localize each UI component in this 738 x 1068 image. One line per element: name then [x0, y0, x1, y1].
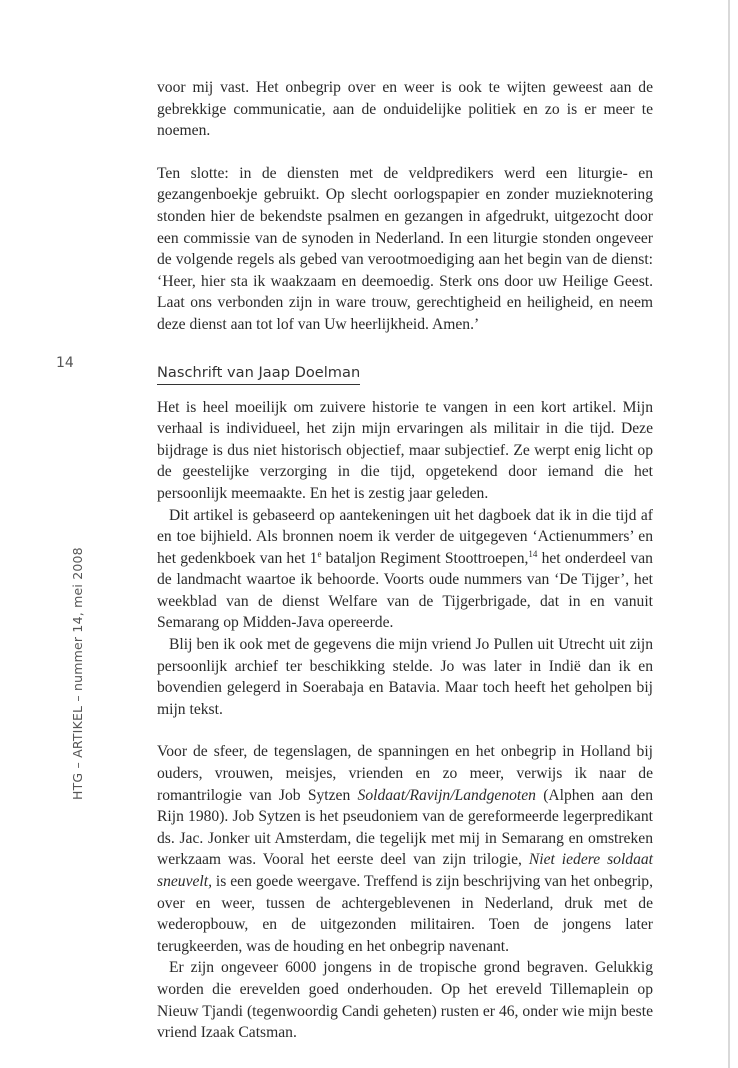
- sources-text-c: het onderdeel van de landmacht waartoe ik behoorde. Voorts oude nummers van ‘De Tijger’, het weekblad van de dienst Welfare van de Tijgerbrigade, dat in en vanuit Semarang op Midden-Java opereerde.: [157, 549, 653, 632]
- footnote-reference: 14: [528, 548, 538, 559]
- section-heading: [157, 364, 653, 385]
- paragraph-liturgy: Ten slotte: in de diensten met de veldpredikers werd een liturgie- en gezangenboekje gebruikt. Op slecht oorlogspapier en zonder muzieknotering stonden hier de bekendste psalmen en gezangen in afgedrukt, uitgezocht door een commissie van de synoden in Nederland. In een liturgie stonden ongeveer de volgende regels als gebed van verootmoediging aan het begin van de dienst: ‘Heer, hier sta ik waakzaam en deemoedig. Sterk ons door uw Heilige Geest. Laat ons verbonden zijn in ware trouw, gerechtigheid en heiligheid, en neem deze dienst aan tot lof van Uw heerlijkheid. Amen.’: [157, 164, 653, 333]
- paragraph-acknowledgement: Blij ben ik ook met de gegevens die mijn vriend Jo Pullen uit Utrecht uit zijn persoonlijk archief ter beschikking stelde. Jo was later in Indië dan ik en bovendien gelegerd in Soerabaja en Batavia. Maar toch heeft het geholpen bij mijn tekst.: [157, 636, 653, 718]
- sources-text-b: bataljon Regiment Stoottroepen,: [321, 549, 529, 567]
- paragraph-continuation: voor mij vast. Het onbegrip over en weer is ook te wijten geweest aan de gebrekkige communicatie, aan de onduidelijke politiek en zo is er meer te noemen.: [157, 79, 653, 140]
- book-title-volume: Niet iedere soldaat sneuvelt,: [157, 851, 653, 890]
- trilogy-text-b: (Alphen aan den Rijn 1980). Job Sytzen is het pseudoniem van de gereformeerde legerpredikant ds. Jac. Jonker uit Amsterdam, die tegelijk met mij in Semarang en omstreken werkzaam was. Vooral het eerste deel van zijn trilogie,: [157, 786, 653, 869]
- paragraph-graves: Er zijn ongeveer 6000 jongens in de tropische grond begraven. Gelukkig worden die erevelden goed onderhouden. Op het ereveld Tillemaplein op Nieuw Tjandi (tegenwoordig Candi geheten) rusten er 46, onder wie mijn beste vriend Izaak Catsman.: [157, 959, 653, 1042]
- book-title: Soldaat/Ravijn/Landgenoten: [357, 786, 536, 804]
- sources-text-a: Dit artikel is gebaseerd op aantekeningen uit het dagboek dat ik in die tijd af en toe bijhield. Als bronnen noem ik verder de uitgegeven ‘Actienummers’ en het gedenkboek van het 1: [157, 506, 653, 567]
- trilogy-text-c: is een goede weergave. Treffend is zijn beschrijving van het onbegrip, over en weer, tussen de achtergeblevenen in Nederland, druk met de wederopbouw, en de uitgezonden militairen. Toen de jongens later terugkeerden, was de houding en het onbegrip navenant.: [157, 873, 653, 955]
- trilogy-text-a: Voor de sfeer, de tegenslagen, de spanningen en het onbegrip in Holland bij ouders, vrouwen, meisjes, vrienden en zo meer, verwijs ik naar de romantrilogie van Job Sytzen: [157, 743, 653, 804]
- paragraph-intro: Het is heel moeilijk om zuivere historie te vangen in een kort artikel. Mijn verhaal is individueel, het zijn mijn ervaringen als militair in die tijd. Deze bijdrage is dus niet historisch objectief, maar subjectief. Ze werpt enig licht op de geestelijke verzorging in die tijd, opgetekend door iemand die het persoonlijk meemaakte. En het is zestig jaar geleden.: [157, 398, 653, 502]
- article-body: [157, 77, 653, 1044]
- page-edge-rule: [728, 0, 730, 1068]
- paragraph-trilogy: [157, 741, 653, 957]
- page-number: 14: [56, 355, 74, 371]
- paragraph-sources: [157, 505, 653, 635]
- ordinal-superscript: e: [317, 548, 322, 559]
- running-footer: HTG – ARTIKEL – nummer 14, mei 2008: [70, 547, 85, 800]
- section-heading-text: Naschrift van Jaap Doelman: [157, 364, 360, 385]
